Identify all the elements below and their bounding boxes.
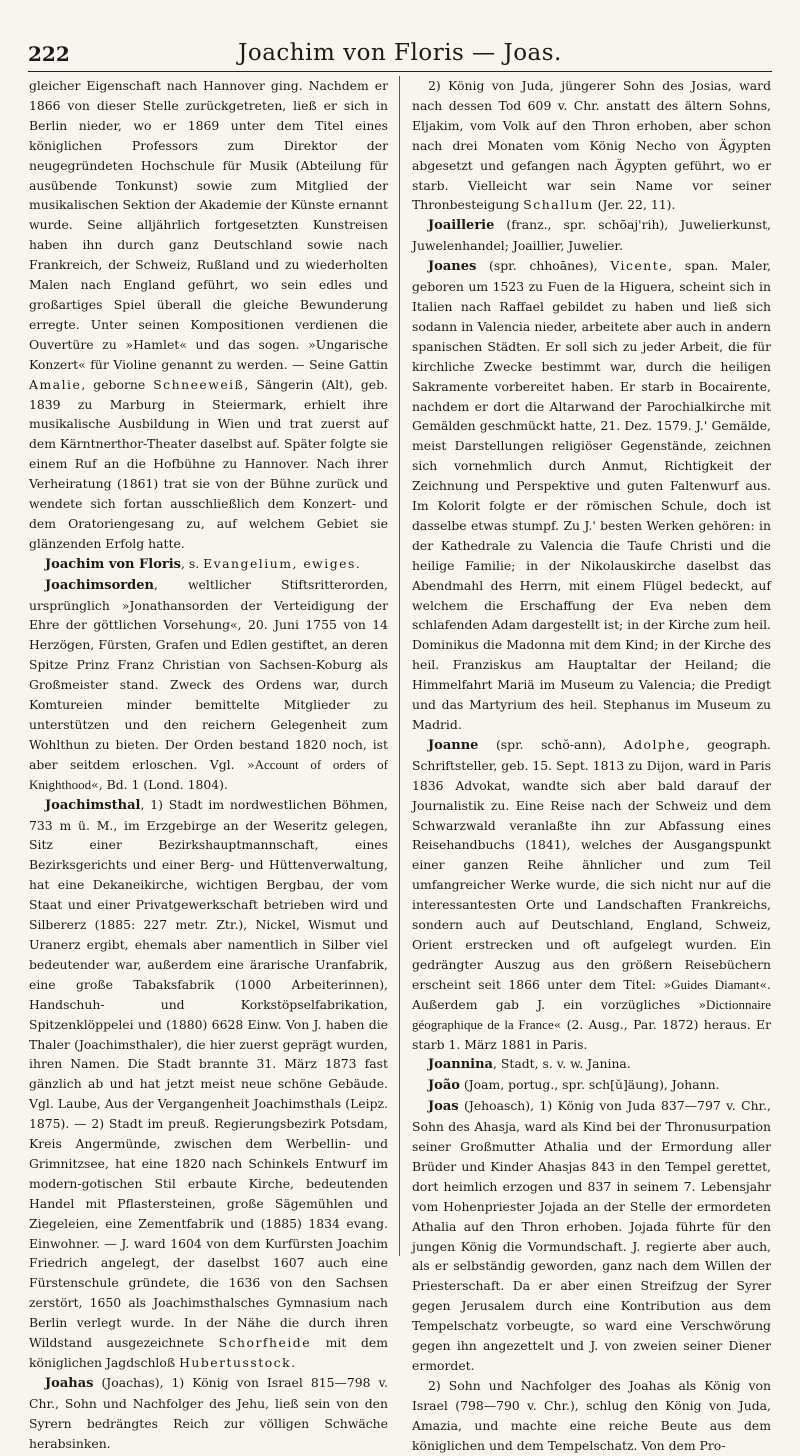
entry-text: (Jehoasch), 1) König von Juda 837—797 v. Chr., Sohn des Ahasja, ward als Kind bei der Thronusurpation seiner Großmutter Athalia und der Ermordung aller Brüder und Kinder Ahasjas 843 in den Tempel gerettet, dort heimlich erzogen und 837 in seinem 7. Lebensjahr vom Hohenpriester Jojada an der Stelle der ermordeten Athalia auf den Thron erhoben. Jojada führte für den jungen König die Vormundschaft. J. regierte aber auch, als er selbständig geworden, ganz nach dem Willen der Priesterschaft. Da er aber einen Streifzug der Syrer gegen Jerusalem durch eine Kontribution aus dem Tempelschatz vorbeugte, so ward eine Verschwörung gegen ihn angezettelt und J. von zweien seiner Diener ermordet. xyxy=(412,1098,771,1373)
entry-text: (Joachas), 1) König von Israel 815—798 v. Chr., Sohn und Nachfolger des Jehu, ließ sein von den Syrern bedrängtes Reich zur völligen Schwäche herabsinken. xyxy=(29,1374,388,1451)
entry-text: . xyxy=(291,1355,296,1370)
spaced-emphasis: Adolphe xyxy=(623,736,686,752)
dictionary-entry xyxy=(29,795,388,1373)
dictionary-entry xyxy=(412,1096,771,1376)
entry-text: 2) König von Juda, jüngerer Sohn des Josias, ward nach dessen Tod 609 v. Chr. anstatt des ältern Sohns, Eljakim, vom Volk auf den Thron erhoben, aber schon nach drei Monaten vom König Necho von Ägypten abgesetzt und gefangen nach Ägypten geführt, wo er starb. Vielleicht war sein Name vor seiner Thronbesteigung xyxy=(412,78,771,213)
entry-text: mit dem königlichen Jagdschloß xyxy=(29,1335,388,1370)
entry-text: (Jer. 22, 11). xyxy=(593,197,676,213)
entry-text: , span. Maler, geboren um 1523 zu Fuen de la Higuera, scheint sich in Italien nach Raffael gebildet zu haben und ließ sich sodann in Valencia nieder, arbeitete aber auch in andern spanischen Städten. Er soll sich zu jeder Arbeit, die für kirchliche Zwecke bestimmt war, durch die heiligen Sakramente vorbereitet haben. Er starb in Bocairente, nachdem er dort die Altarwand der Parochialkirche mit Gemälden geschmückt hatte, 21. Dez. 1579. J.' Gemälde, meist Darstellungen religiöser Gegenstände, zeichnen sich vornehmlich durch Anmut, Richtigkeit der Zeichnung und Perspektive und guten Faltenwurf aus. Im Kolorit folgte er der römischen Schule, doch ist dasselbe etwas stumpf. Zu J.' besten Werken gehören: in der Kathedrale zu Valencia die Taufe Christi und die heilige Familie; in der Nikolauskirche daselbst das Abendmahl des Herrn, mit einem Flügel bedeckt, auf welchem die Erschaffung der Eva neben dem schlafenden Adam dargestellt ist; in der Kirche zum heil. Dominikus die Madonna mit dem Kind; in der Kirche des heil. Franziskus am Hauptaltar der Heiland; die Himmelfahrt Mariä im Museum zu Valencia; die Predigt und das Martyrium des heil. Stephanus im Museum zu Madrid. xyxy=(412,258,771,732)
entry-text: , s. xyxy=(180,555,204,571)
entry-text: «. Außerdem gab J. ein vorzügliches » xyxy=(412,976,771,1012)
entry-text: «, Bd. 1 (Lond. 1804). xyxy=(91,776,228,792)
dictionary-entry xyxy=(412,1054,771,1075)
spaced-emphasis: Amalie xyxy=(29,376,82,392)
entry-text: , Sängerin (Alt), geb. 1839 zu Marburg in Steiermark, erhielt ihre musikalische Ausbildung in Wien und trat zuerst auf dem Kärntnerthor-Theater daselbst auf. Später folgte sie einem Ruf an die Hofbühne zu Hannover. Nach ihrer Verheiratung (1861) trat sie von der Bühne zurück und wendete sich fortan ausschließlich dem Konzert- und dem Oratoriengesang zu, auf welchem Gebiet sie glänzenden Erfolg hatte. xyxy=(29,376,388,551)
dictionary-entry xyxy=(412,215,771,256)
dictionary-entry xyxy=(412,1075,771,1096)
continued-paragraph xyxy=(29,76,388,554)
page-number: 222 xyxy=(28,42,70,66)
column-divider xyxy=(399,76,400,1256)
entry-headword: Joahas xyxy=(45,1375,94,1391)
entry-text: gleicher Eigenschaft nach Hannover ging. Nachdem er 1866 von dieser Stelle zurückgetreten, ließ er sich in Berlin nieder, wo er 1869 unter dem Titel eines königlichen Professors zum Direktor der neugegründeten Hochschule für Musik (Abteilung für ausübende Tonkunst) sowie zum Mitglied der musikalischen Sektion der Akademie der Künste ernannt wurde. Seine alljährlich fortgesetzten Kunstreisen haben ihn durch ganz Deutschland sowie nach Frankreich, der Schweiz, Rußland und zu wiederholten Malen nach England geführt, wo sein edles und großartiges Spiel überall die gleiche Bewunderung erregte. Unter seinen Kompositionen verdienen die Ouvertüre zu »Hamlet« und das sogen. »Ungarische Konzert« für Violine genannt zu werden. — Seine Gattin xyxy=(29,78,388,372)
entry-headword: Joannina xyxy=(428,1057,493,1073)
spaced-emphasis: Vicente xyxy=(610,258,669,274)
dictionary-entry xyxy=(412,735,771,1055)
entry-headword: Joaillerie xyxy=(428,218,495,234)
dictionary-entry xyxy=(412,1376,771,1456)
entry-headword: Joanes xyxy=(428,259,477,275)
entry-text: . xyxy=(355,555,360,571)
spaced-emphasis: Schorfheide xyxy=(218,1335,312,1351)
dictionary-entry xyxy=(29,1373,388,1454)
entry-text: , geograph. Schriftsteller, geb. 15. Sept. 1813 zu Dijon, ward in Paris 1836 Advokat, wandte sich aber bald darauf der Journalistik zu. Eine Reise nach der Schweiz und dem Schwarzwald veranlaßte ihn zur Abfassung eines Reisehandbuchs (1841), welches der Ausgangspunkt einer ganzen Reihe ähnlicher und zum Teil umfangreicher Werke wurde, die sich nicht nur auf die interessantesten Orte und Landschaften Frankreichs, sondern auch auf Deutschland, England, Schweiz, Orient erstrecken und oft aufgelegt wurden. Ein gedrängter Auszug aus den größern Reisebüchern erscheint seit 1866 unter dem Titel: » xyxy=(412,736,771,992)
right-column xyxy=(412,76,771,1453)
entry-text: , Stadt, s. v. w. Janina. xyxy=(492,1056,631,1072)
entry-text: (spr. schŏ-ann), xyxy=(478,736,624,752)
spaced-emphasis: Hubertusstock xyxy=(179,1355,292,1370)
left-column xyxy=(29,76,389,1451)
entry-text: (franz., spr. schōaj'rih), Juwelierkunst, Juwelenhandel; Joaillier, Juwelier. xyxy=(412,217,771,254)
dictionary-entry xyxy=(29,575,388,795)
entry-text: (spr. chhoānes), xyxy=(476,258,611,274)
entry-text: 2) Sohn und Nachfolger des Joahas als König von Israel (798—790 v. Chr.), schlug den König von Juda, Amazia, und machte eine reiche Beute aus dem königlichen und dem Tempelschatz. Von dem Pro- xyxy=(412,1377,771,1453)
entry-text: (Joam, portug., spr. sch[ŭ]äung), Johann. xyxy=(459,1077,720,1093)
spaced-emphasis: Schallum xyxy=(523,197,594,213)
spaced-emphasis: Evangelium, ewiges xyxy=(203,555,356,571)
entry-headword: Joachimsorden xyxy=(45,577,154,593)
entry-headword: João xyxy=(428,1078,460,1094)
dictionary-entry xyxy=(412,76,771,215)
header-rule xyxy=(28,71,772,72)
page-header xyxy=(28,32,772,66)
entry-headword: Joas xyxy=(428,1099,459,1115)
running-title: Joachim von Floris — Joas. xyxy=(238,40,562,66)
dictionary-entry xyxy=(412,256,771,735)
spaced-emphasis: Schneeweiß xyxy=(153,376,245,392)
entry-text: , weltlicher Stiftsritterorden, ursprünglich »Jonathansorden der Verteidigung der Ehre der göttlichen Vorsehung«, 20. Juni 1755 von 14 Herzögen, Fürsten, Grafen und Edlen gestiftet, an deren Spitze Prinz Franz Christian von Sachsen-Koburg als Großmeister stand. Zweck des Ordens war, durch Komtureien minder bemittelte Mitglieder zu unterstützen und den reichern Gelegenheit zum Wohlthun zu bieten. Der Orden bestand 1820 noch, ist aber seitdem erloschen. Vgl. » xyxy=(29,576,388,772)
latin-type-text: Guides Diamant xyxy=(671,976,760,992)
entry-text: « (2. Ausg., Par. 1872) heraus. Er starb 1. März 1881 in Paris. xyxy=(412,1016,771,1052)
entry-text: , geborne xyxy=(81,376,154,392)
latin-type-text: Account of orders of Knighthood xyxy=(29,756,389,792)
entry-text: , 1) Stadt im nordwestlichen Böhmen, 733 m ü. M., im Erzgebirge an der Weseritz gelegen, Sitz einer Bezirkshauptmannschaft, eines Bezirksgerichts und einer Berg- und Hüttenverwaltung, hat eine Dekaneikirche, wichtigen Bergbau, der vom Staat und einer Privatgewerkschaft betrieben wird und Silbererz (1885: 227 metr. Ztr.), Nickel, Wismut und Uranerz ergibt, ehemals aber namentlich in Silber viel bedeutender war, außerdem eine ärarische Uranfabrik, eine große Tabaksfabrik (1000 Arbeiterinnen), Handschuh- und Korkstöpselfabrikation, Spitzenklöppelei und (1880) 6628 Einw. Von J. haben die Thaler (Joachimsthaler), die hier zuerst geprägt wurden, ihren Namen. Die Stadt brannte 31. März 1873 fast gänzlich ab und hat jetzt meist neue schöne Gebäude. Vgl. Laube, Aus der Vergangenheit Joachimsthals (Leipz. 1875). — 2) Stadt im preuß. Regierungsbezirk Potsdam, Kreis Angermünde, zwischen dem Werbellin- und Grimnitzsee, hat eine 1820 nach Schinkels Entwurf im modern-gotischen Stil erbaute Kirche, bedeutenden Handel mit Pflastersteinen, große Sägemühlen und Ziegeleien, eine Zementfabrik und (1885) 1834 evang. Einwohner. — J. ward 1604 von dem Kurfürsten Joachim Friedrich angelegt, der daselbst 1607 auch eine Fürstenschule gründete, die 1636 von den Sachsen zerstört, 1650 als Joachimsthalsches Gymnasium nach Berlin verlegt wurde. In der Nähe die durch ihren Wildstand ausgezeichnete xyxy=(29,796,388,1351)
entry-headword: Joanne xyxy=(428,737,479,753)
dictionary-entry xyxy=(29,554,388,575)
entry-headword: Joachimsthal xyxy=(45,797,141,813)
entry-headword: Joachim von Floris xyxy=(45,556,181,572)
latin-type-text: Dictionnaire géographique de la France xyxy=(412,996,771,1032)
